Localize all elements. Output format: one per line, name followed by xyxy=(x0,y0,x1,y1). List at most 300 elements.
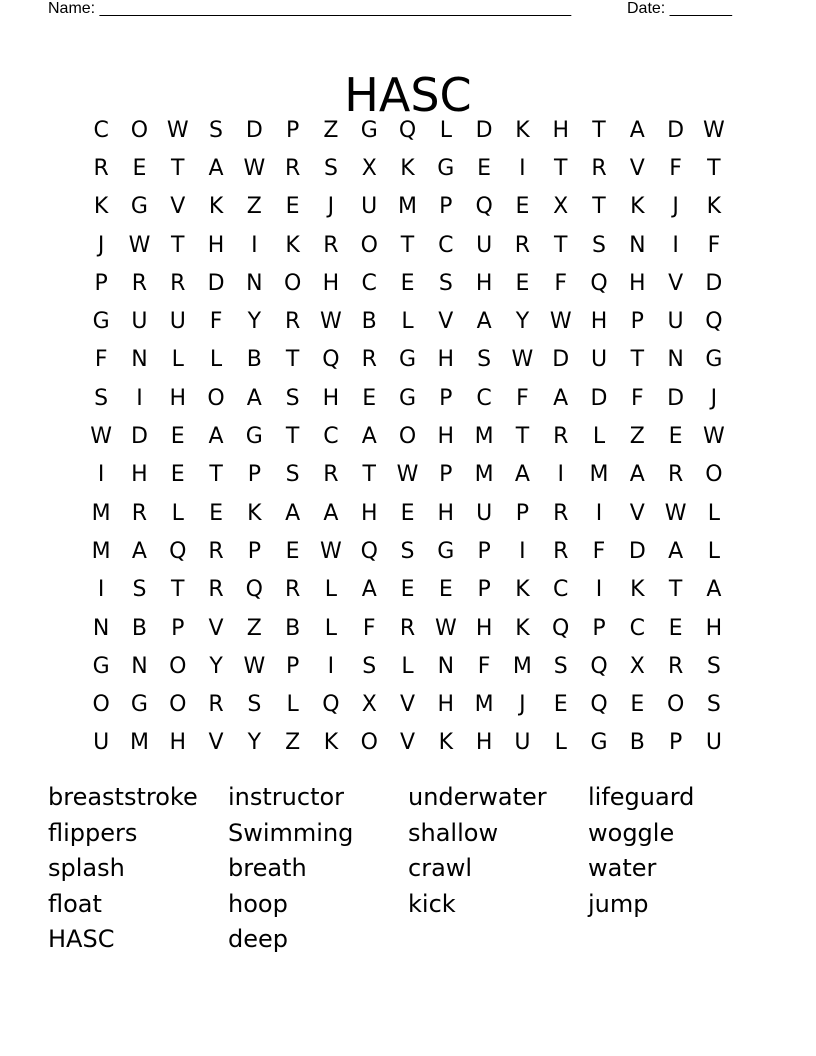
date-field-line: Date: _______ xyxy=(627,0,732,17)
grid-letter: U xyxy=(514,730,531,756)
grid-letter: Y xyxy=(515,309,530,335)
grid-letter: T xyxy=(171,577,185,603)
grid-letter: G xyxy=(360,117,378,143)
grid-letter: W xyxy=(320,309,342,335)
grid-letter: Q xyxy=(475,194,493,220)
letter-grid xyxy=(82,111,733,762)
grid-letter: P xyxy=(630,309,644,335)
grid-letter: C xyxy=(361,270,377,296)
grid-letter: W xyxy=(664,500,687,526)
grid-letter: E xyxy=(400,577,415,603)
grid-letter: U xyxy=(131,309,148,335)
grid-letter: L xyxy=(324,615,338,641)
grid-letter: P xyxy=(94,270,108,296)
grid-letter: O xyxy=(283,270,302,296)
grid-letter: G xyxy=(437,538,455,564)
grid-letter: A xyxy=(208,424,224,450)
grid-letter: A xyxy=(285,500,301,526)
grid-letter: D xyxy=(628,538,646,564)
grid-letter: I xyxy=(251,232,258,258)
grid-letter: E xyxy=(630,692,645,718)
grid-letter: C xyxy=(629,615,645,641)
grid-letter: R xyxy=(591,155,607,181)
grid-letter: S xyxy=(94,385,109,411)
grid-letter: F xyxy=(707,232,721,258)
grid-letter: I xyxy=(97,577,105,603)
grid-letter: L xyxy=(401,653,414,679)
grid-letter: D xyxy=(475,117,493,143)
grid-letter: O xyxy=(169,692,187,718)
grid-letter: T xyxy=(668,577,683,603)
grid-letter: Z xyxy=(629,424,645,450)
grid-letter: L xyxy=(171,347,184,373)
word-bank xyxy=(48,779,768,957)
grid-letter: P xyxy=(515,500,530,526)
grid-letter: E xyxy=(209,500,223,526)
word-bank-item: shallow xyxy=(408,818,499,847)
grid-letter: Q xyxy=(322,347,340,373)
grid-letter: R xyxy=(323,232,339,258)
grid-letter: R xyxy=(170,270,186,296)
grid-letter: V xyxy=(399,730,416,756)
grid-letter: R xyxy=(93,155,109,181)
grid-letter: A xyxy=(246,385,262,411)
grid-letter: R xyxy=(399,615,416,641)
grid-letter: I xyxy=(519,538,526,564)
grid-letter: L xyxy=(401,309,414,335)
grid-letter: M xyxy=(589,462,609,488)
grid-letter: R xyxy=(553,424,569,450)
grid-letter: W xyxy=(511,347,534,373)
grid-letter: T xyxy=(553,155,568,181)
grid-letter: L xyxy=(324,577,338,603)
grid-letter: C xyxy=(476,385,492,411)
grid-letter: N xyxy=(92,615,110,641)
grid-letter: K xyxy=(285,232,300,258)
grid-letter: E xyxy=(668,424,683,450)
grid-letter: P xyxy=(439,385,453,411)
grid-letter: I xyxy=(595,577,603,603)
grid-letter: R xyxy=(131,270,148,296)
grid-letter: U xyxy=(93,730,110,756)
grid-letter: P xyxy=(285,117,300,143)
grid-letter: U xyxy=(667,309,684,335)
grid-letter: S xyxy=(285,462,300,488)
grid-letter: F xyxy=(209,309,223,335)
grid-letter: G xyxy=(590,730,608,756)
word-bank-item: crawl xyxy=(408,854,473,883)
word-bank-item: instructor xyxy=(228,783,345,811)
grid-letter: E xyxy=(400,500,415,526)
grid-letter: R xyxy=(284,309,301,335)
grid-letter: G xyxy=(130,692,148,718)
grid-letter: B xyxy=(361,309,377,335)
grid-letter: H xyxy=(475,270,493,296)
grid-letter: R xyxy=(208,538,224,564)
grid-letter: G xyxy=(245,424,263,450)
grid-letter: H xyxy=(322,385,340,411)
grid-letter: V xyxy=(629,155,645,181)
grid-letter: S xyxy=(400,538,415,564)
grid-letter: T xyxy=(553,232,568,258)
grid-letter: E xyxy=(285,194,300,220)
grid-letter: K xyxy=(515,615,530,641)
grid-letter: Y xyxy=(247,309,262,335)
grid-letter: R xyxy=(667,462,684,488)
grid-letter: I xyxy=(136,385,143,411)
grid-letter: G xyxy=(437,155,455,181)
word-bank-item: HASC xyxy=(48,925,115,954)
grid-letter: S xyxy=(285,385,300,411)
grid-letter: H xyxy=(437,692,455,718)
grid-letter: E xyxy=(362,385,377,411)
grid-letter: H xyxy=(322,270,340,296)
grid-letter: R xyxy=(131,500,148,526)
grid-letter: J xyxy=(97,232,105,258)
grid-letter: M xyxy=(91,538,111,564)
grid-letter: O xyxy=(207,385,225,411)
grid-letter: G xyxy=(398,347,417,373)
grid-letter: N xyxy=(437,653,455,679)
grid-letter: N xyxy=(246,270,263,296)
grid-letter: R xyxy=(284,155,301,181)
grid-letter: A xyxy=(476,309,492,335)
grid-letter: C xyxy=(438,232,454,258)
grid-letter: U xyxy=(476,232,493,258)
grid-letter: Q xyxy=(360,538,378,564)
grid-letter: K xyxy=(323,730,339,756)
grid-letter: K xyxy=(515,577,530,603)
grid-letter: K xyxy=(93,194,109,220)
grid-letter: F xyxy=(669,155,682,181)
grid-letter: A xyxy=(706,577,722,603)
grid-letter: K xyxy=(630,194,645,220)
grid-letter: T xyxy=(592,117,606,143)
grid-letter: U xyxy=(476,500,493,526)
grid-letter: I xyxy=(672,232,679,258)
word-bank-item: flippers xyxy=(48,818,138,847)
grid-letter: D xyxy=(590,385,608,411)
word-bank-item: underwater xyxy=(408,783,547,811)
grid-letter: N xyxy=(131,347,148,373)
grid-letter: T xyxy=(400,232,415,258)
grid-letter: S xyxy=(438,270,453,296)
grid-letter: Z xyxy=(246,615,262,641)
grid-letter: H xyxy=(437,347,455,373)
grid-letter: E xyxy=(285,538,300,564)
grid-letter: I xyxy=(595,500,603,526)
grid-letter: Y xyxy=(209,653,223,679)
grid-letter: P xyxy=(171,615,185,641)
grid-letter: A xyxy=(208,155,224,181)
grid-letter: L xyxy=(554,730,567,756)
grid-letter: H xyxy=(590,309,608,335)
grid-letter: D xyxy=(667,385,685,411)
grid-letter: F xyxy=(362,615,376,641)
word-bank-item: deep xyxy=(228,925,288,954)
grid-letter: Z xyxy=(323,117,339,143)
grid-letter: Q xyxy=(590,653,608,679)
grid-letter: D xyxy=(207,270,225,296)
grid-letter: U xyxy=(169,309,186,335)
grid-letter: P xyxy=(439,462,453,488)
grid-letter: E xyxy=(477,155,492,181)
word-bank-item: kick xyxy=(408,889,456,918)
grid-letter: P xyxy=(439,194,453,220)
grid-letter: H xyxy=(475,615,493,641)
grid-letter: R xyxy=(208,692,224,718)
grid-letter: O xyxy=(360,232,378,258)
grid-letter: Q xyxy=(398,117,417,143)
grid-letter: V xyxy=(438,309,454,335)
grid-letter: L xyxy=(707,538,721,564)
grid-letter: A xyxy=(361,577,377,603)
grid-letter: R xyxy=(514,232,531,258)
grid-letter: C xyxy=(323,424,339,450)
word-bank-item: splash xyxy=(48,854,125,883)
grid-letter: H xyxy=(169,730,187,756)
grid-letter: D xyxy=(667,117,685,143)
grid-letter: R xyxy=(553,538,569,564)
grid-letter: U xyxy=(361,194,378,220)
word-bank-item: float xyxy=(48,889,102,918)
grid-letter: W xyxy=(434,615,457,641)
grid-letter: R xyxy=(361,347,377,373)
grid-letter: K xyxy=(706,194,722,220)
grid-letter: E xyxy=(170,462,185,488)
grid-letter: W xyxy=(703,424,725,450)
grid-letter: D xyxy=(130,424,148,450)
grid-letter: P xyxy=(477,577,491,603)
grid-letter: E xyxy=(668,615,683,641)
puzzle-title: HASC xyxy=(344,67,472,122)
grid-letter: R xyxy=(667,653,684,679)
grid-letter: B xyxy=(285,615,301,641)
grid-letter: Q xyxy=(169,538,187,564)
grid-letter: F xyxy=(592,538,606,564)
grid-letter: H xyxy=(437,424,455,450)
grid-letter: Z xyxy=(246,194,262,220)
grid-letter: K xyxy=(208,194,224,220)
grid-letter: W xyxy=(243,653,266,679)
word-bank-item: hoop xyxy=(228,889,288,918)
grid-letter: T xyxy=(171,232,185,258)
grid-letter: S xyxy=(477,347,492,373)
grid-letter: N xyxy=(667,347,684,373)
grid-letter: J xyxy=(672,194,679,220)
grid-letter: P xyxy=(668,730,683,756)
grid-letter: S xyxy=(706,692,721,718)
grid-letter: E xyxy=(515,194,530,220)
grid-letter: T xyxy=(362,462,376,488)
grid-letter: A xyxy=(553,385,569,411)
grid-letter: M xyxy=(129,730,149,756)
grid-letter: Q xyxy=(590,692,608,718)
grid-letter: C xyxy=(93,117,109,143)
grid-letter: F xyxy=(630,385,644,411)
grid-letter: V xyxy=(170,194,186,220)
grid-letter: F xyxy=(554,270,568,296)
grid-letter: W xyxy=(128,232,151,258)
word-bank-item: woggle xyxy=(588,818,675,847)
grid-letter: P xyxy=(477,538,491,564)
grid-letter: E xyxy=(438,577,453,603)
grid-letter: Z xyxy=(285,730,301,756)
word-bank-item: jump xyxy=(588,889,649,918)
grid-letter: H xyxy=(552,117,569,143)
grid-letter: D xyxy=(705,270,723,296)
grid-letter: T xyxy=(592,194,606,220)
grid-letter: K xyxy=(515,117,530,143)
grid-letter: H xyxy=(475,730,493,756)
grid-letter: T xyxy=(515,424,530,450)
grid-letter: F xyxy=(516,385,529,411)
grid-letter: W xyxy=(396,462,419,488)
grid-letter: J xyxy=(327,194,335,220)
grid-letter: S xyxy=(132,577,147,603)
grid-letter: N xyxy=(131,653,148,679)
grid-letter: A xyxy=(323,500,339,526)
word-bank-item: breaststroke xyxy=(48,783,198,811)
grid-letter: W xyxy=(90,424,113,450)
grid-letter: H xyxy=(169,385,187,411)
grid-letter: Q xyxy=(552,615,570,641)
grid-letter: T xyxy=(285,424,300,450)
grid-letter: T xyxy=(285,347,300,373)
grid-letter: S xyxy=(553,653,568,679)
grid-letter: O xyxy=(666,692,685,718)
grid-letter: P xyxy=(247,462,261,488)
grid-letter: R xyxy=(553,500,569,526)
grid-letter: V xyxy=(208,615,224,641)
grid-letter: U xyxy=(590,347,608,373)
grid-letter: Q xyxy=(245,577,263,603)
grid-letter: S xyxy=(247,692,262,718)
grid-letter: L xyxy=(592,424,606,450)
grid-letter: L xyxy=(171,500,184,526)
grid-letter: S xyxy=(592,232,606,258)
grid-letter: S xyxy=(323,155,338,181)
grid-letter: V xyxy=(208,730,224,756)
grid-letter: H xyxy=(131,462,148,488)
grid-letter: O xyxy=(360,730,378,756)
grid-letter: U xyxy=(705,730,722,756)
grid-letter: J xyxy=(519,692,526,718)
grid-letter: H xyxy=(437,500,455,526)
grid-letter: M xyxy=(398,194,418,220)
grid-letter: I xyxy=(327,653,335,679)
grid-letter: R xyxy=(284,577,301,603)
grid-letter: X xyxy=(361,692,377,718)
grid-letter: O xyxy=(130,117,149,143)
grid-letter: L xyxy=(439,117,452,143)
grid-letter: H xyxy=(360,500,378,526)
grid-letter: C xyxy=(553,577,569,603)
grid-letter: W xyxy=(549,309,572,335)
grid-letter: B xyxy=(629,730,645,756)
grid-letter: X xyxy=(553,194,569,220)
grid-letter: T xyxy=(171,155,185,181)
grid-letter: O xyxy=(398,424,417,450)
grid-letter: T xyxy=(630,347,645,373)
grid-letter: K xyxy=(630,577,645,603)
grid-letter: I xyxy=(557,462,564,488)
grid-letter: E xyxy=(553,692,568,718)
grid-letter: O xyxy=(169,653,187,679)
grid-letter: M xyxy=(91,500,111,526)
word-bank-item: lifeguard xyxy=(588,783,695,811)
grid-letter: A xyxy=(131,538,147,564)
grid-letter: L xyxy=(209,347,223,373)
grid-letter: L xyxy=(707,500,721,526)
grid-letter: M xyxy=(474,692,494,718)
grid-letter: A xyxy=(514,462,530,488)
grid-letter: L xyxy=(286,692,299,718)
grid-letter: S xyxy=(209,117,224,143)
grid-letter: S xyxy=(706,653,721,679)
grid-letter: T xyxy=(209,462,223,488)
grid-letter: Q xyxy=(590,270,608,296)
grid-letter: H xyxy=(207,232,225,258)
word-bank-item: Swimming xyxy=(228,818,354,847)
grid-letter: R xyxy=(208,577,224,603)
grid-letter: M xyxy=(512,653,532,679)
grid-letter: P xyxy=(285,653,300,679)
grid-letter: P xyxy=(592,615,606,641)
grid-letter: N xyxy=(629,232,646,258)
grid-letter: F xyxy=(94,347,108,373)
grid-letter: A xyxy=(668,538,684,564)
grid-letter: I xyxy=(519,155,526,181)
grid-letter: O xyxy=(92,692,110,718)
grid-letter: E xyxy=(515,270,530,296)
grid-letter: W xyxy=(320,538,342,564)
grid-letter: O xyxy=(705,462,723,488)
name-field-line: Name: _____________________________________________________ xyxy=(48,0,572,17)
grid-letter: G xyxy=(398,385,417,411)
grid-letter: X xyxy=(629,653,645,679)
grid-letter: E xyxy=(400,270,415,296)
grid-letter: S xyxy=(362,653,377,679)
grid-letter: Y xyxy=(247,730,262,756)
grid-letter: I xyxy=(97,462,105,488)
word-bank-item: breath xyxy=(228,854,307,883)
grid-letter: P xyxy=(247,538,261,564)
grid-letter: W xyxy=(703,117,725,143)
grid-letter: Q xyxy=(322,692,340,718)
grid-letter: D xyxy=(552,347,570,373)
grid-letter: V xyxy=(668,270,684,296)
grid-letter: M xyxy=(474,462,494,488)
grid-letter: A xyxy=(629,117,645,143)
grid-letter: G xyxy=(92,653,110,679)
grid-letter: V xyxy=(399,692,416,718)
grid-letter: T xyxy=(707,155,721,181)
grid-letter: Q xyxy=(705,309,723,335)
grid-letter: H xyxy=(705,615,723,641)
grid-letter: A xyxy=(361,424,377,450)
grid-letter: R xyxy=(323,462,339,488)
grid-letter: J xyxy=(710,385,718,411)
grid-letter: K xyxy=(247,500,262,526)
word-bank-item: water xyxy=(588,854,657,883)
grid-letter: A xyxy=(629,462,645,488)
grid-letter: B xyxy=(131,615,147,641)
grid-letter: H xyxy=(629,270,646,296)
grid-letter: W xyxy=(243,155,266,181)
grid-letter: G xyxy=(130,194,148,220)
grid-letter: D xyxy=(245,117,263,143)
